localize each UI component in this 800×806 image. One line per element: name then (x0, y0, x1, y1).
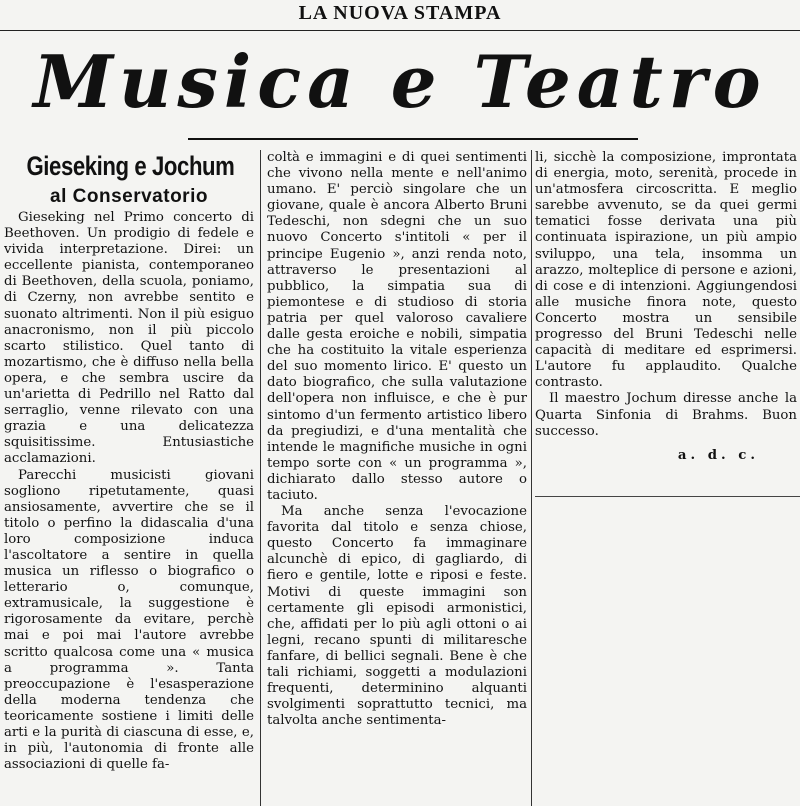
column-divider (531, 150, 532, 806)
section-title: Musica e Teatro (33, 39, 767, 124)
paragraph: Gieseking nel Primo concerto di Beethoven. Un prodigio di fedele e vivida interpretazione. Direi: un eccellente pianista, contemporaneo di Beethoven, della scuola, poniamo, di Czerny, non avrebbe sentito e suonato altrimenti. Non il più esiguo anacronismo, non il più piccolo scarto stilistico. Quel tanto di mozartismo, che è diffuso nella bella opera, e che sembra uscire da un'arietta di Pedrillo nel Ratto dal serraglio, venne rilevato con una grazia e una delicatezza squisitissime. Entusiastiche acclamazioni. (4, 210, 254, 467)
article-column-2 (267, 150, 527, 806)
column-divider (260, 150, 261, 806)
masthead-rule (0, 30, 800, 31)
paragraph: li, sicchè la composizione, improntata di energia, moto, serenità, procede in un'atmosfera circoscritta. E meglio sarebbe avvenuto, se da quei germi tematici fosse derivata una più continuata ispirazione, un più ampio sviluppo, una tela, insomma un arazzo, molteplice di persone e azioni, di cose e di intenzioni. Aggiungendosi alle musiche finora note, questo Concerto mostra un sensibile progresso del Bruni Tedeschi nelle capacità di meditare ed esprimersi. L'autore fu applaudito. Qualche contrasto. (535, 150, 797, 391)
paragraph: Il maestro Jochum diresse anche la Quarta Sinfonia di Brahms. Buon successo. (535, 391, 797, 439)
article-column-3 (535, 150, 797, 490)
title-rule (188, 138, 638, 140)
author-signature: a. d. c. (677, 447, 759, 463)
paragraph: Ma anche senza l'evocazione favorita dal titolo e senza chiose, questo Concerto fa immaginare alcunchè di epico, di gagliardo, di fiero e gentile, lotte e riposi e feste. Motivi di queste immagini son certamente gli episodi armonistici, che, affidati per lo più agli ottoni o ai legni, recano spunti di militaresche fanfare, di bellici segnali. Bene è che tali richiami, soggetti a modulazioni frequenti, determinino alquanti svolgimenti soprattutto tecnici, ma talvolta anche sentimenta- (267, 504, 527, 729)
article-column-1 (4, 150, 254, 806)
paragraph: Parecchi musicisti giovani sogliono ripetutamente, quasi ansiosamente, avvertire che se il titolo o perfino la didascalia d'una loro composizione induca l'ascoltatore a sentire in quella musica un riflesso o biografico o letterario o, comunque, extramusicale, la suggestione è rigorosamente da evitare, perchè mai e poi mai l'autore avrebbe scritto qualcosa come una « musica a programma ». Tanta preoccupazione è l'esasperazione della moderna tendenza che teoricamente sostiene i limiti delle arti e la purità di ciascuna di esse, e, in più, l'autonomia di fronte alle associazioni di quelle fa- (4, 467, 254, 773)
article-subhead: al Conservatorio (50, 186, 208, 207)
article-headline: Gieseking e Jochum (26, 151, 235, 181)
paragraph: coltà e immagini e di quei sentimenti che vivono nella mente e nell'animo umano. E' perciò singolare che un giovane, quale è ancora Alberto Bruni Tedeschi, non sdegni che un suo nuovo Concerto s'intitoli « per il principe Eugenio », anzi renda noto, attraverso le presentazioni al pubblico, la simpatia sua di piemontese e di studioso di storia patria per quel valoroso cavaliere dalle gesta eroiche e nobili, simpatia che ha costituito la vitale esperienza del suo momento lirico. E' questo un dato biografico, che sulla valutazione dell'opera non influisce, e che è pur sintomo d'un fermento artistico libero da pregiudizi, e d'una mentalità che intende le magnifiche musiche in ogni tempo sorte con « un programma », dichiarato dallo stesso autore o taciuto. (267, 150, 527, 503)
newspaper-masthead: LA NUOVA STAMPA (298, 2, 502, 24)
article-end-rule (535, 496, 800, 497)
